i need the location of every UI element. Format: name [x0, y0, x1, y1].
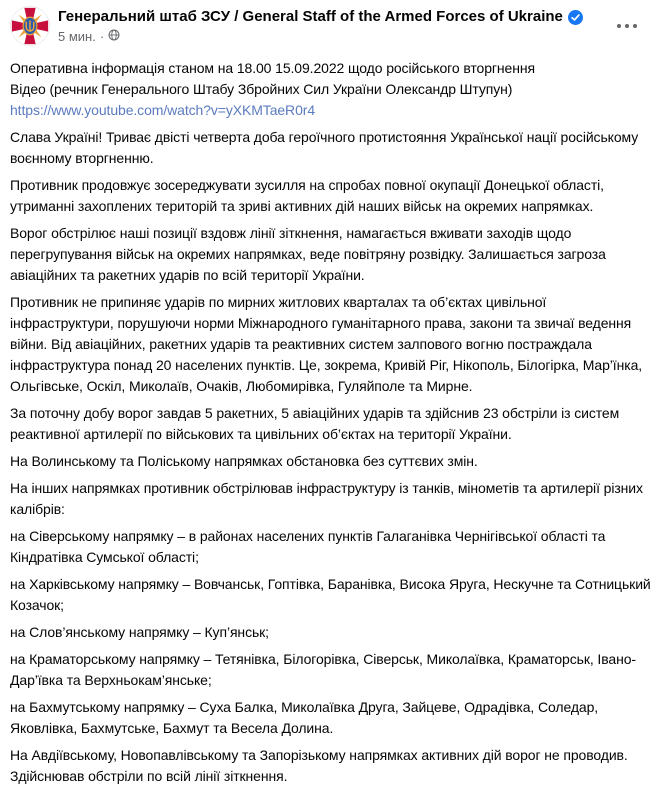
avatar[interactable] [10, 6, 50, 46]
unit-emblem-icon [10, 6, 50, 46]
post-paragraph: На інших напрямках противник обстрілював інфраструктуру із танків, мінометів та артилерії різних калібрів: [10, 480, 643, 517]
post-paragraph: на Слов’янському напрямку – Куп’янськ; [10, 624, 269, 640]
post-header [10, 6, 651, 46]
post-paragraph-intro [10, 58, 651, 121]
post-paragraph: Противник не припиняє ударів по мирних житлових кварталах та об’єктах цивільної інфраструктури, порушуючи норми Міжнародного гуманітарного права, закони та звичаї ведення війни. Від авіаційних, ракетних ударів та реактивних систем залпового вогню постраждала інфраструктура понад 20 населених пунктів. Це, зокрема, Кривій Ріг, Нікополь, Білогірка, Мар’їнка, Ольгівське, Оскіл, Миколаїв, Очаків, Любомирівка, Гуляйполе та Мирне. [10, 294, 643, 394]
post-paragraph: За поточну добу ворог завдав 5 ракетних, 5 авіаційних ударів та здійснив 23 обстріли із систем реактивної артилерії по військових та цивільних об’єктах на території України. [10, 405, 620, 442]
timestamp[interactable]: 5 мин. [58, 29, 96, 44]
post-paragraph: на Харківському напрямку – Вовчанськ, Гоптівка, Баранівка, Висока Яруга, Нескучне та Сотницький Козачок; [10, 576, 651, 613]
more-options-dot [633, 24, 637, 28]
intro-line-2: Відео (речник Генерального Штабу Збройних Сил України Олександр Штупун) [10, 81, 513, 97]
more-options-dot [617, 24, 621, 28]
header-text [58, 6, 583, 45]
globe-privacy-icon [108, 29, 120, 45]
post-paragraph: на Сіверському напрямку – в районах населених пунктів Галаганівка Чернігівської області та Кіндратівка Сумської області; [10, 528, 606, 565]
youtube-link[interactable]: https://www.youtube.com/watch?v=yXKMTaeR0r4 [10, 102, 316, 118]
post-paragraph: на Краматорському напрямку – Тетянівка, Білогорівка, Сіверськ, Миколаївка, Краматорськ, Івано-Дар’ївка та Верхньокам’янське; [10, 651, 636, 688]
more-options-dot [625, 24, 629, 28]
post-paragraph: Противник продовжує зосереджувати зусилля на спробах повної окупації Донецької області, утриманні захоплених територій та зриві активних дій наших військ на окремих напрямках. [10, 177, 604, 214]
page-name[interactable]: Генеральний штаб ЗСУ / General Staff of the Armed Forces of Ukraine [58, 8, 563, 25]
post-content [10, 58, 651, 787]
post-meta [58, 29, 583, 45]
verified-badge-icon [568, 10, 583, 25]
post-paragraph: Слава Україні! Триває двісті четверта доба героїчного протистояння Української нації російському воєнному вторгненню. [10, 129, 639, 166]
meta-separator: · [99, 29, 105, 44]
post-paragraph: Ворог обстрілює наші позиції вздовж лінії зіткнення, намагається вживати заходів щодо перегрупування військ на окремих напрямках, веде повітряну розвідку. Залишається загроза авіаційних та ракетних ударів по всій території України. [10, 225, 606, 283]
post-paragraph: На Волинському та Поліському напрямках обстановка без суттєвих змін. [10, 453, 478, 469]
post-paragraph: На Авдіївському, Новопавлівському та Запорізькому напрямках активних дій ворог не проводив. Здійснював обстріли по всій лінії зіткнення. [10, 747, 628, 784]
more-options-button[interactable] [611, 18, 643, 34]
post-paragraph: на Бахмутському напрямку – Суха Балка, Миколаївка Друга, Зайцеве, Одрадівка, Соледар, Яковлівка, Бахмутське, Бахмут та Весела Долина. [10, 699, 599, 736]
intro-line-1: Оперативна інформація станом на 18.00 15.09.2022 щодо російського вторгнення [10, 60, 535, 76]
